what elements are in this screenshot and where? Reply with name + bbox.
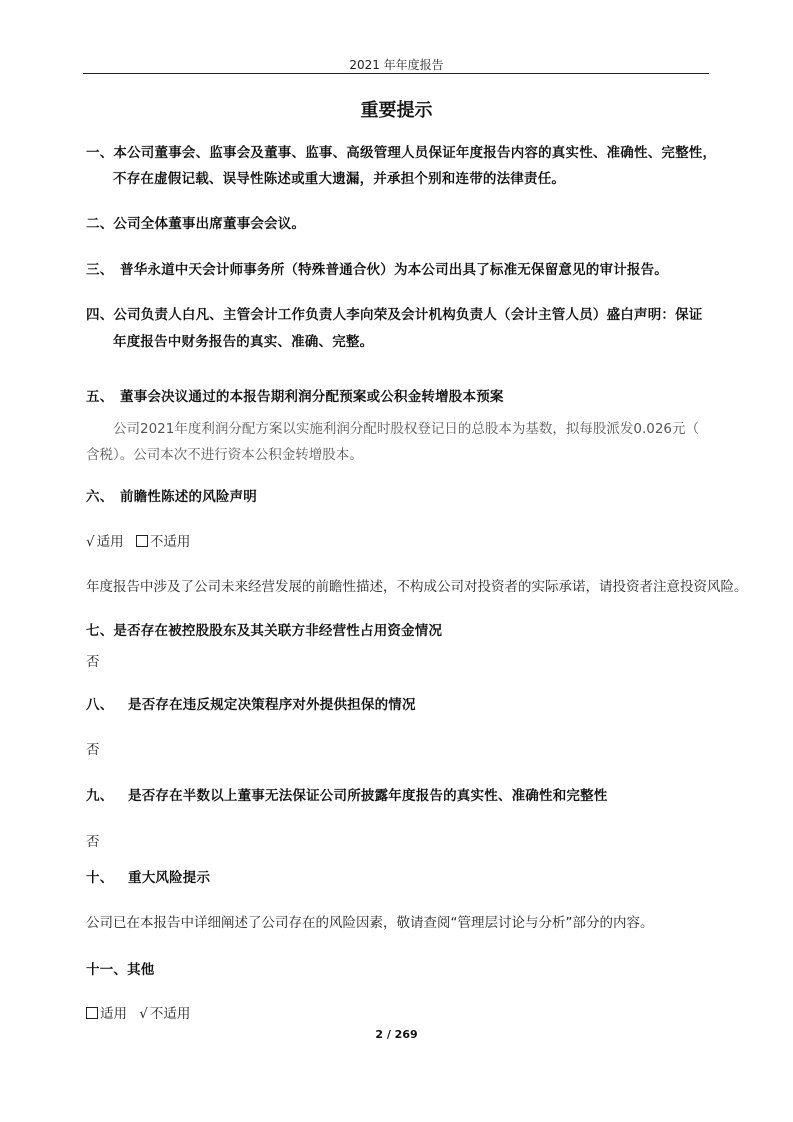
option-applicable-label: 适用 xyxy=(100,1006,127,1022)
section-5-number: 五、 xyxy=(86,389,114,405)
checkmark-icon: √ xyxy=(139,1006,148,1022)
section-8-heading: 是否存在违反规定决策程序对外提供担保的情况 xyxy=(128,697,416,713)
option-applicable-label: 适用 xyxy=(96,534,124,550)
section-6-number: 六、 xyxy=(86,489,114,505)
section-1-line-1: 一、本公司董事会、监事会及董事、监事、高级管理人员保证年度报告内容的真实性、准确性、完整性， xyxy=(86,145,717,161)
section-6-heading: 前瞻性陈述的风险声明 xyxy=(120,489,257,505)
section-3-text: 普华永道中天会计师事务所（特殊普通合伙）为本公司出具了标准无保留意见的审计报告。 xyxy=(120,262,668,278)
section-8-number: 八、 xyxy=(86,697,114,713)
section-7-answer: 否 xyxy=(86,654,100,670)
option-not-applicable-label: 不适用 xyxy=(149,534,191,550)
header-divider xyxy=(83,73,709,74)
page-title: 重要提示 xyxy=(360,100,433,121)
section-5-heading: 董事会决议通过的本报告期利润分配预案或公积金转增股本预案 xyxy=(120,389,504,405)
section-11-options xyxy=(86,1002,190,1022)
empty-checkbox-icon xyxy=(86,1007,98,1019)
empty-checkbox-icon xyxy=(136,535,148,547)
section-2: 二、公司全体董事出席董事会会议。 xyxy=(86,216,306,232)
section-10-heading: 重大风险提示 xyxy=(128,870,211,886)
section-6-options xyxy=(86,530,190,550)
section-1-line-2: 不存在虚假记载、误导性陈述或重大遗漏，并承担个别和连带的法律责任。 xyxy=(113,171,566,187)
section-9-number: 九、 xyxy=(86,788,114,804)
section-3-number: 三、 xyxy=(86,262,114,278)
checkmark-icon: √ xyxy=(86,534,95,550)
section-9-heading: 是否存在半数以上董事无法保证公司所披露年度报告的真实性、准确性和完整性 xyxy=(128,788,608,804)
section-5-body-line-1: 公司2021年度利润分配方案以实施利润分配时股权登记日的总股本为基数，拟每股派发0.026元（ xyxy=(113,421,700,437)
option-not-applicable-label: 不适用 xyxy=(149,1006,191,1022)
section-11-heading: 十一、其他 xyxy=(86,962,155,978)
section-8-answer: 否 xyxy=(86,742,100,758)
section-7-heading: 七、是否存在被控股股东及其关联方非经营性占用资金情况 xyxy=(86,623,443,639)
section-6-body: 年度报告中涉及了公司未来经营发展的前瞻性描述，不构成公司对投资者的实际承诺，请投资者注意投资风险。 xyxy=(86,579,748,595)
section-10-body: 公司已在本报告中详细阐述了公司存在的风险因素，敬请查阅“管理层讨论与分析”部分的内容。 xyxy=(86,915,654,931)
section-4-line-1: 四、公司负责人白凡、主管会计工作负责人李向荣及会计机构负责人（会计主管人员）盛白声明：保证 xyxy=(86,307,703,323)
running-header: 2021 年年度报告 xyxy=(349,58,444,72)
page-number: 2 / 269 xyxy=(375,1028,418,1041)
section-4-line-2: 年度报告中财务报告的真实、准确、完整。 xyxy=(113,334,374,350)
section-10-number: 十、 xyxy=(86,870,114,886)
section-5-body-line-2: 含税）。公司本次不进行资本公积金转增股本。 xyxy=(86,447,363,463)
section-9-answer: 否 xyxy=(86,834,100,850)
